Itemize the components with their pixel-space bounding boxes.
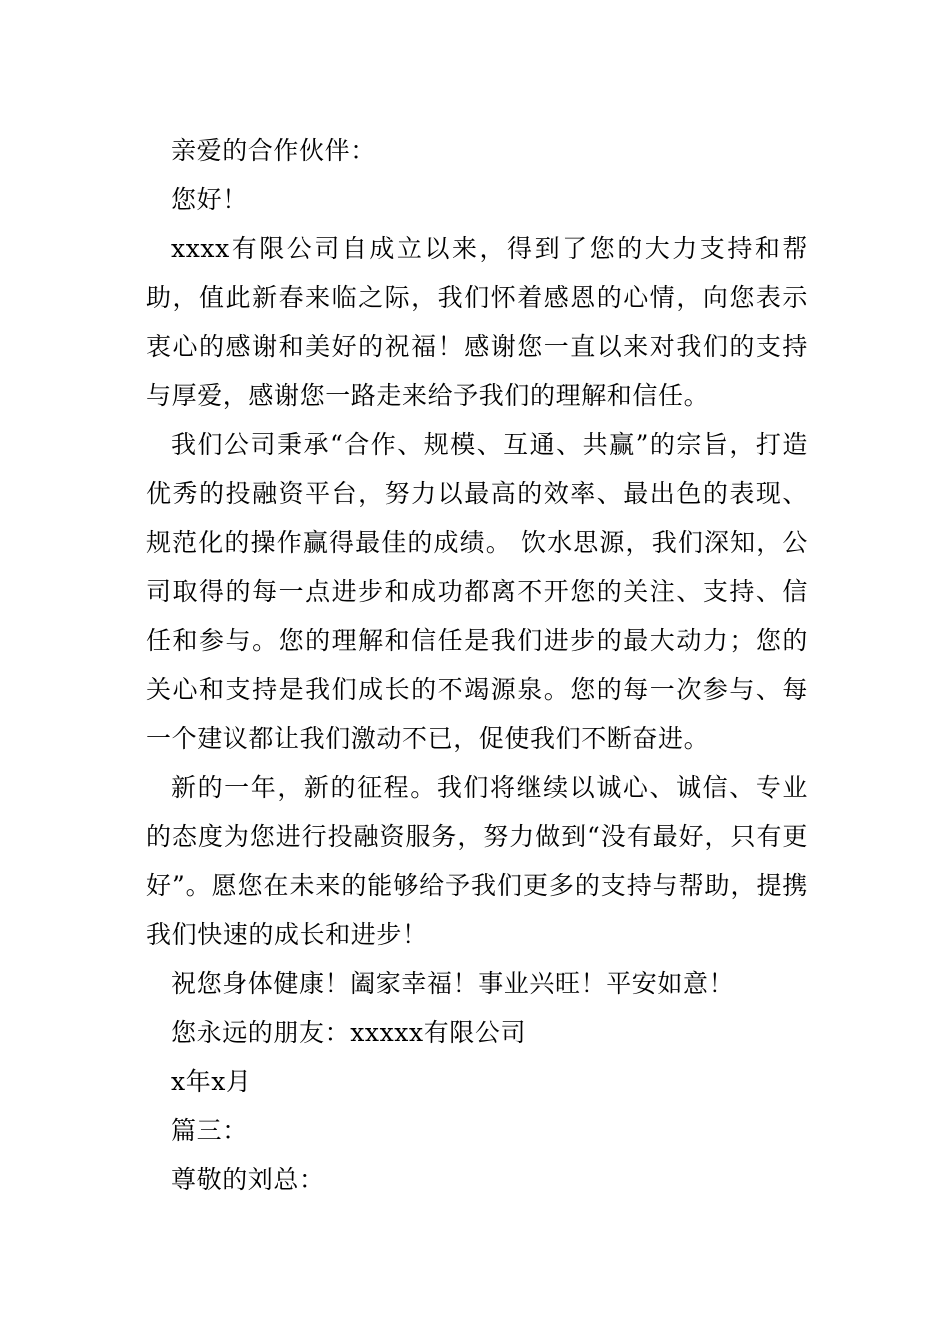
salutation: 亲爱的合作伙伴： — [171, 136, 376, 165]
signature: 您永远的朋友：xxxxx有限公司 — [171, 1018, 527, 1047]
next-salutation: 尊敬的刘总： — [171, 1165, 325, 1194]
date: x年x月 — [171, 1067, 252, 1096]
letter-body — [146, 126, 808, 1204]
paragraph-mission: 我们公司秉承“合作、规模、互通、共赢”的宗旨，打造优秀的投融资平台，努力以最高的效率、最出色的表现、规范化的操作赢得最佳的成绩。 饮水思源，我们深知，公司取得的每一点进步和成功都离不开您的关注、支持、信任和参与。您的理解和信任是我们进步的最大动力；您的关心和支持是我们成长的不竭源泉。您的每一次参与、每一个建议都让我们激动不已，促使我们不断奋进。 — [146, 430, 808, 753]
paragraph-thanks: xxxx有限公司自成立以来，得到了您的大力支持和帮助，值此新春来临之际，我们怀着感恩的心情，向您表示衷心的感谢和美好的祝福！感谢您一直以来对我们的支持与厚爱，感谢您一路走来给予我们的理解和信任。 — [146, 234, 808, 410]
section-label: 篇三： — [171, 1116, 248, 1145]
greeting: 您好！ — [171, 185, 248, 214]
paragraph-new-year: 新的一年，新的征程。我们将继续以诚心、诚信、专业的态度为您进行投融资服务，努力做到“没有最好，只有更好”。愿您在未来的能够给予我们更多的支持与帮助，提携我们快速的成长和进步！ — [146, 773, 808, 949]
wishes: 祝您身体健康！阖家幸福！事业兴旺！平安如意！ — [171, 969, 735, 998]
